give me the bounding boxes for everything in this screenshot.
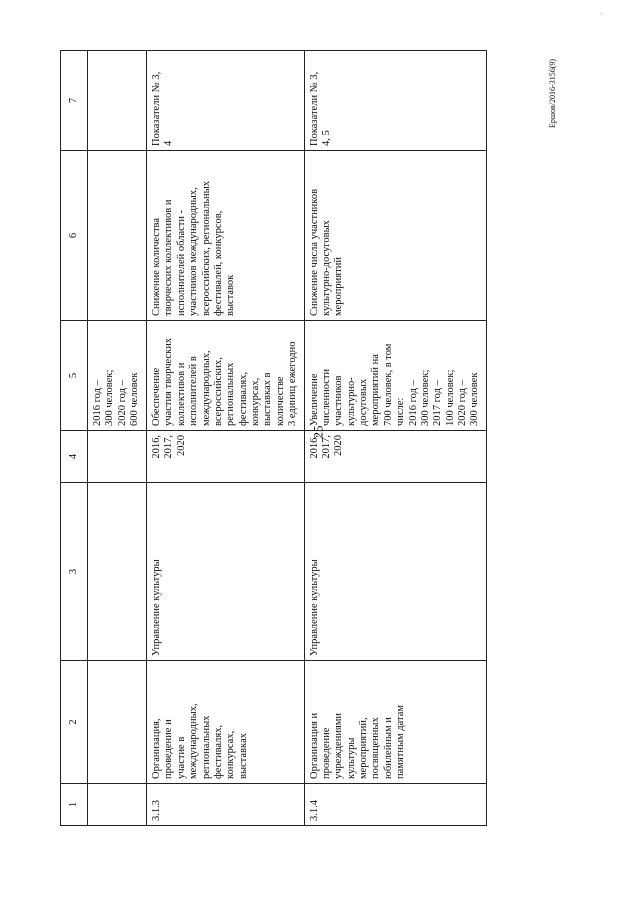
header-cell: 7	[61, 51, 88, 151]
result-cell	[147, 321, 305, 431]
cell-line: выставках в	[262, 372, 274, 426]
table-cell	[88, 784, 147, 826]
cell-line: 300 человек;	[419, 369, 431, 426]
cell-line: памятным датам	[395, 704, 407, 779]
cell-line: 2020 год –	[116, 380, 128, 426]
cell-line: участников международных,	[188, 187, 200, 316]
years-cell	[147, 431, 305, 483]
cell-line: числе:	[395, 397, 407, 426]
row-number-cell: 3.1.4	[304, 784, 486, 826]
cell-line: международных,	[200, 350, 212, 426]
cell-line: 100 человек;	[444, 369, 456, 426]
cell-line: Увеличение	[308, 373, 320, 426]
cell-line: 2017 год –	[432, 380, 444, 426]
cell-line: посвященных	[370, 717, 382, 779]
measure-name-cell	[147, 661, 305, 784]
cell-line: Снижение числа участников	[308, 188, 320, 316]
cell-line: международных,	[188, 703, 200, 779]
cell-line: фестивалях,	[212, 724, 224, 779]
cell-line: фестивалях,	[237, 371, 249, 426]
cell-line: 2016,	[308, 435, 320, 459]
cell-line: исполнителей области -	[175, 209, 187, 316]
cell-line: культурно-	[345, 377, 357, 426]
cell-line: культурно-досуговых	[320, 220, 332, 316]
table-cell	[88, 151, 147, 321]
cell-line: проведение	[320, 727, 332, 779]
cell-line: всероссийских,	[212, 357, 224, 426]
cell-line: 2016 год –	[92, 380, 103, 426]
cell-line: культуры	[345, 737, 357, 779]
footer-document-code: Ершов/2016-3156(9)	[548, 58, 557, 128]
rotated-table-container	[60, 51, 481, 826]
cell-line: творческих коллективов и	[163, 199, 175, 316]
cell-line: 2020 год –	[457, 380, 468, 426]
cell-line: Снижение количества	[151, 217, 162, 316]
cell-line: Организация,	[151, 718, 162, 779]
cell-line: проведение и	[163, 719, 175, 779]
cell-line: участия творческих	[163, 337, 175, 426]
table-cell	[88, 483, 147, 661]
cell-line: 600 человек	[129, 372, 141, 426]
cell-line: коллективов и	[175, 362, 187, 426]
cell-line: мероприятий	[333, 257, 345, 316]
cell-line: региональных	[225, 362, 237, 426]
cell-line: 2016,	[151, 435, 162, 459]
header-row	[61, 51, 88, 826]
cell-line: 4	[163, 140, 175, 146]
cell-line: выставок	[225, 274, 237, 316]
cell-line: Показатели № 3,	[308, 71, 320, 146]
cell-line: 3 единиц ежегодно	[287, 341, 299, 426]
header-cell: 4	[61, 431, 88, 483]
cell-line: всероссийских, региональных	[200, 181, 212, 316]
cell-line: досуговых	[358, 378, 369, 426]
cell-line: 300 человек	[469, 372, 481, 426]
consequence-cell	[147, 151, 305, 321]
consequence-cell	[304, 151, 486, 321]
program-measures-table	[60, 50, 487, 826]
cell-line: 2016 год –	[407, 380, 419, 426]
cell-line: количестве	[274, 376, 286, 426]
cell-line: конкурсах,	[225, 730, 237, 779]
executor-cell: Управление культуры	[147, 483, 305, 661]
table-row	[304, 51, 486, 826]
cell-line: региональных	[200, 715, 212, 779]
page-number: 25	[310, 425, 326, 439]
cell-line: выставках	[237, 733, 249, 779]
cell-line: 2020	[333, 435, 345, 456]
cell-line: 2020	[175, 435, 187, 456]
row-number-cell: 3.1.3	[147, 784, 305, 826]
cell-line: 300 человек;	[104, 369, 116, 426]
cell-line: 4, 5	[320, 130, 332, 146]
table-cell	[88, 431, 147, 483]
continuation-row	[88, 51, 147, 826]
cell-line: фестивалей, конкурсов,	[212, 210, 224, 316]
header-cell: 5	[61, 321, 88, 431]
table-row	[147, 51, 305, 826]
cell-line: Показатели № 3,	[151, 71, 162, 146]
cell-line: мероприятий,	[358, 717, 369, 779]
indicators-cell	[147, 51, 305, 151]
indicators-cell	[304, 51, 486, 151]
cell-line: участие в	[175, 736, 187, 779]
result-cell	[304, 321, 486, 431]
header-cell: 6	[61, 151, 88, 321]
cell-line: исполнителей в	[188, 356, 200, 426]
cell-line: 700 человек, в том	[382, 343, 394, 426]
cell-line: численности	[320, 368, 332, 426]
continuation-result-cell	[88, 321, 147, 431]
header-cell: 1	[61, 784, 88, 826]
scan-mark: ·	[600, 10, 603, 19]
executor-cell: Управление культуры	[304, 483, 486, 661]
cell-line: учреждениями	[333, 712, 345, 779]
cell-line: Организация и	[308, 712, 320, 779]
table-cell	[88, 661, 147, 784]
cell-line: Обеспечение	[151, 367, 162, 426]
cell-line: конкурсах,	[250, 377, 261, 426]
cell-line: мероприятий на	[370, 354, 382, 426]
header-cell: 3	[61, 483, 88, 661]
cell-line: юбилейным и	[382, 717, 394, 779]
cell-line: 2017,	[320, 435, 332, 459]
cell-line: участников	[333, 375, 345, 426]
cell-line: 2017,	[163, 435, 175, 459]
table-cell	[88, 51, 147, 151]
measure-name-cell	[304, 661, 486, 784]
years-cell	[304, 431, 486, 483]
header-cell: 2	[61, 661, 88, 784]
